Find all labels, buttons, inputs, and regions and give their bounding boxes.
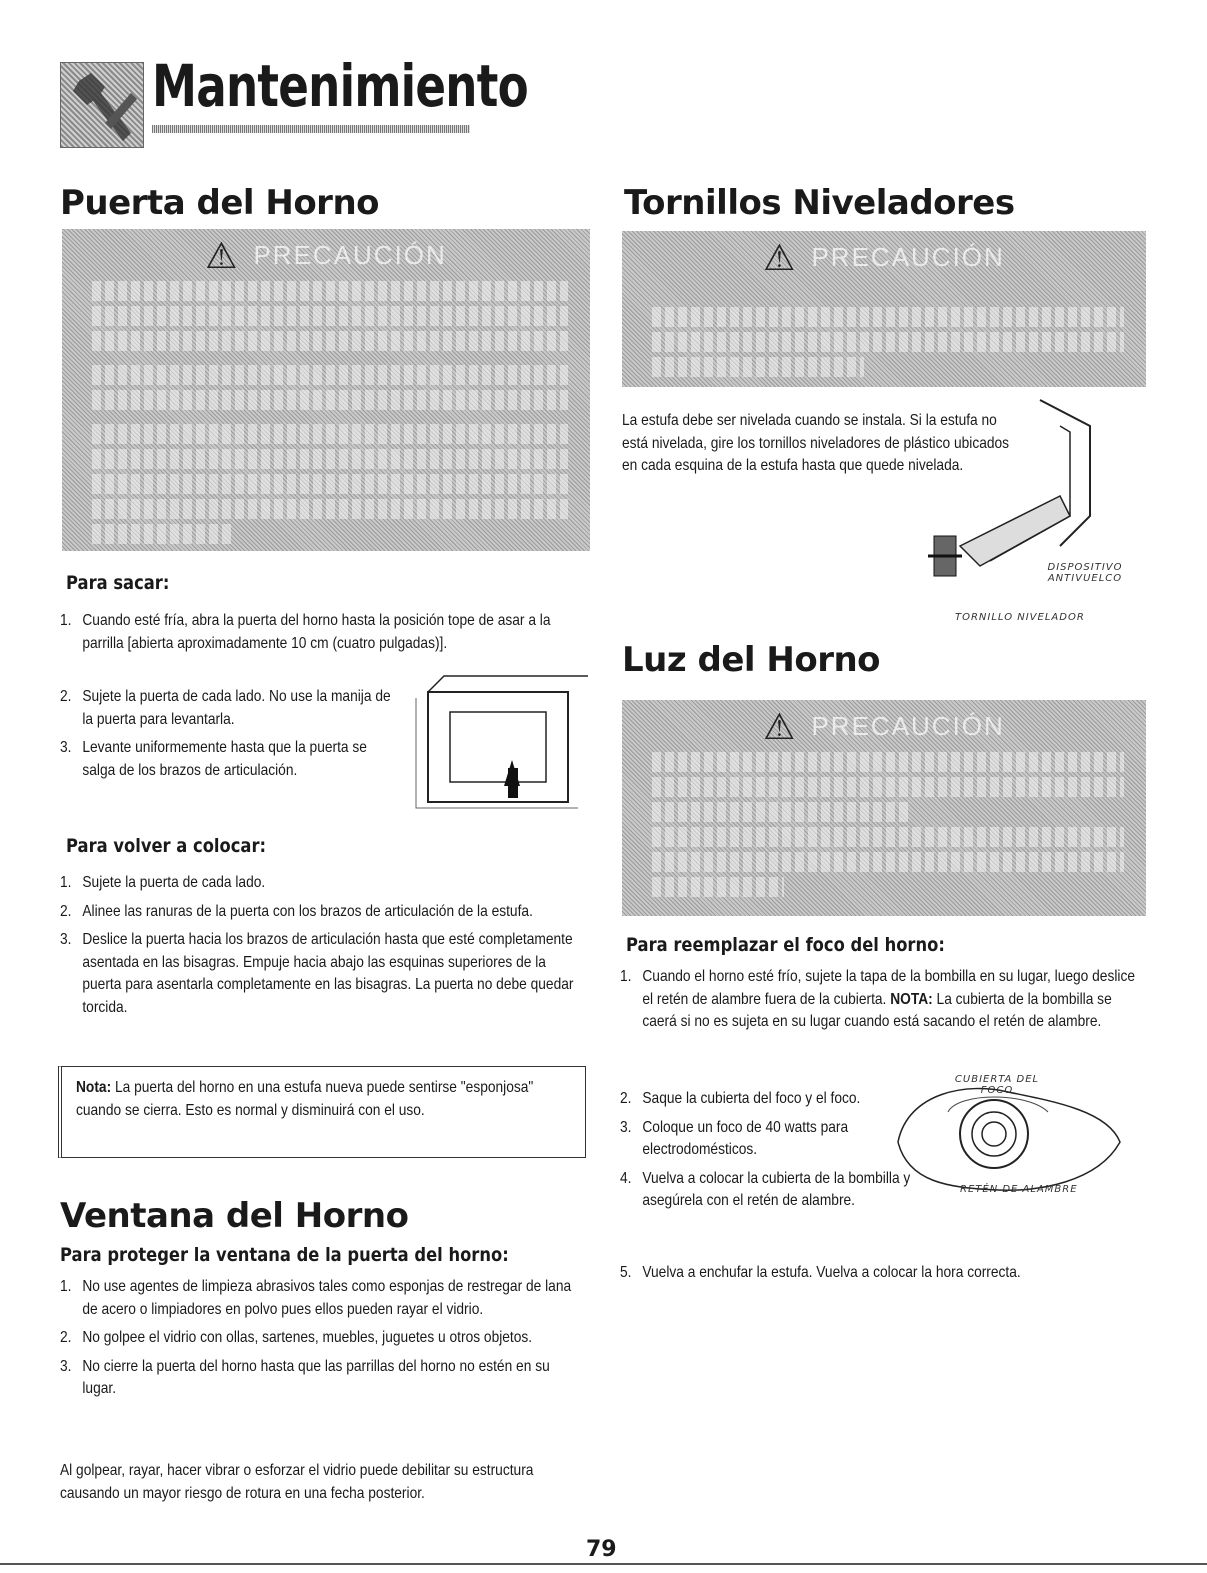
subheading-luz: Para reemplazar el foco del horno: <box>626 934 945 956</box>
warning-icon: ⚠ <box>763 237 798 278</box>
nota-label: NOTA: <box>890 990 933 1008</box>
section-title-tornillos: Tornillos Niveladores <box>624 183 1015 223</box>
ventana-steps: 1. No use agentes de limpieza abrasivos tales como esponjas de restregar de lana de acero o limpiadores en polvo pues ellos pueden rayar el vidrio. 2. No golpee el vidrio con ollas, sartenes, muebles, juguetes u otros objetos. 3. No cierre la puerta del horno hasta que las parrillas del horno no estén en su lugar. <box>60 1278 572 1397</box>
caution-box-luz <box>622 700 1146 916</box>
caution-text-illegible <box>92 281 568 549</box>
section-title-puerta: Puerta del Horno <box>60 183 380 223</box>
fig-label-reten: RETÉN DE ALAMBRE <box>960 1184 1078 1195</box>
luz-step-5: 5. Vuelva a enchufar la estufa. Vuelva a colocar la hora correcta. <box>620 1264 1021 1281</box>
sacar-step-1: 1. Cuando esté fría, abra la puerta del horno hasta la posición tope de asar a la parrilla [abierta aproximadamente 10 cm (cuatro pulgadas)]. <box>60 612 551 652</box>
luz-step-1: 1. Cuando el horno esté frío, sujete la tapa de la bombilla en su lugar, luego deslice el retén de alambre fuera de la cubierta. NOTA: La cubierta de la bombilla se caerá si no es sujeta en su lugar cuando está sacando el retén de alambre. <box>620 968 1135 1030</box>
caution-box-puerta <box>62 229 590 551</box>
note-text: La puerta del horno en una estufa nueva puede sentirse "esponjosa" cuando se cierra. Esto es normal y disminuirá con el uso. <box>76 1079 534 1119</box>
subheading-ventana: Para proteger la ventana de la puerta del horno: <box>60 1244 509 1266</box>
sacar-steps-2-3: 2. Sujete la puerta de cada lado. No use la manija de la puerta para levantarla. 3. Levante uniformemente hasta que la puerta se salga de los brazos de articulación. <box>60 688 391 779</box>
warning-icon: ⚠ <box>205 235 240 276</box>
caution-label: PRECAUCIÓN <box>811 711 1005 741</box>
luz-steps-2-4: 2. Saque la cubierta del foco y el foco. 3. Coloque un foco de 40 watts para electrodomésticos. 4. Vuelva a colocar la cubierta de la bombilla y asegúrela con el retén de alambre. <box>620 1090 911 1209</box>
caution-text-illegible <box>652 752 1124 902</box>
section-title-ventana: Ventana del Horno <box>60 1196 409 1236</box>
wrench-icon <box>60 62 144 148</box>
note-label: Nota: <box>76 1079 112 1096</box>
caution-label: PRECAUCIÓN <box>811 242 1005 272</box>
page-number: 79 <box>586 1537 617 1562</box>
subheading-sacar: Para sacar: <box>66 572 170 594</box>
volver-steps: 1. Sujete la puerta de cada lado. 2. Alinee las ranuras de la puerta con los brazos de articulación de la estufa. 3. Deslice la puerta hacia los brazos de articulación hasta que esté completamente asentada en las bisagras. Empuje hacia abajo las esquinas superiores de la puerta para asentarla completamente en las bisagras. La puerta no debe quedar torcida. <box>60 874 574 1016</box>
caution-label: PRECAUCIÓN <box>253 240 447 270</box>
caution-box-tornillos <box>622 231 1146 387</box>
caution-text-illegible <box>652 307 1124 382</box>
bottom-rule <box>0 1563 1207 1565</box>
warning-icon: ⚠ <box>763 706 798 747</box>
fig-label-tornillo: TORNILLO NIVELADOR <box>955 612 1085 623</box>
subheading-volver: Para volver a colocar: <box>66 835 267 857</box>
ventana-closing: Al golpear, rayar, hacer vibrar o esforzar el vidrio puede debilitar su estructura causando un mayor riesgo de rotura en una fecha posterior. <box>60 1462 534 1502</box>
leveling-screw-illustration <box>920 396 1130 624</box>
fig-label-antivuelco: DISPOSITIVO ANTIVUELCO <box>1047 562 1123 584</box>
fig-label-cubierta: CUBIERTA DEL FOCO <box>954 1074 1040 1096</box>
tornillos-text: La estufa debe ser nivelada cuando se instala. Si la estufa no está nivelada, gire los tornillos niveladores de plástico ubicados en cada esquina de la estufa hasta que quede nivelada. <box>622 412 1010 474</box>
section-title-luz: Luz del Horno <box>622 640 881 680</box>
oven-door-illustration <box>408 668 598 814</box>
title-rule <box>152 125 470 133</box>
note-box <box>58 1066 586 1158</box>
page-title: Mantenimiento <box>152 52 528 120</box>
